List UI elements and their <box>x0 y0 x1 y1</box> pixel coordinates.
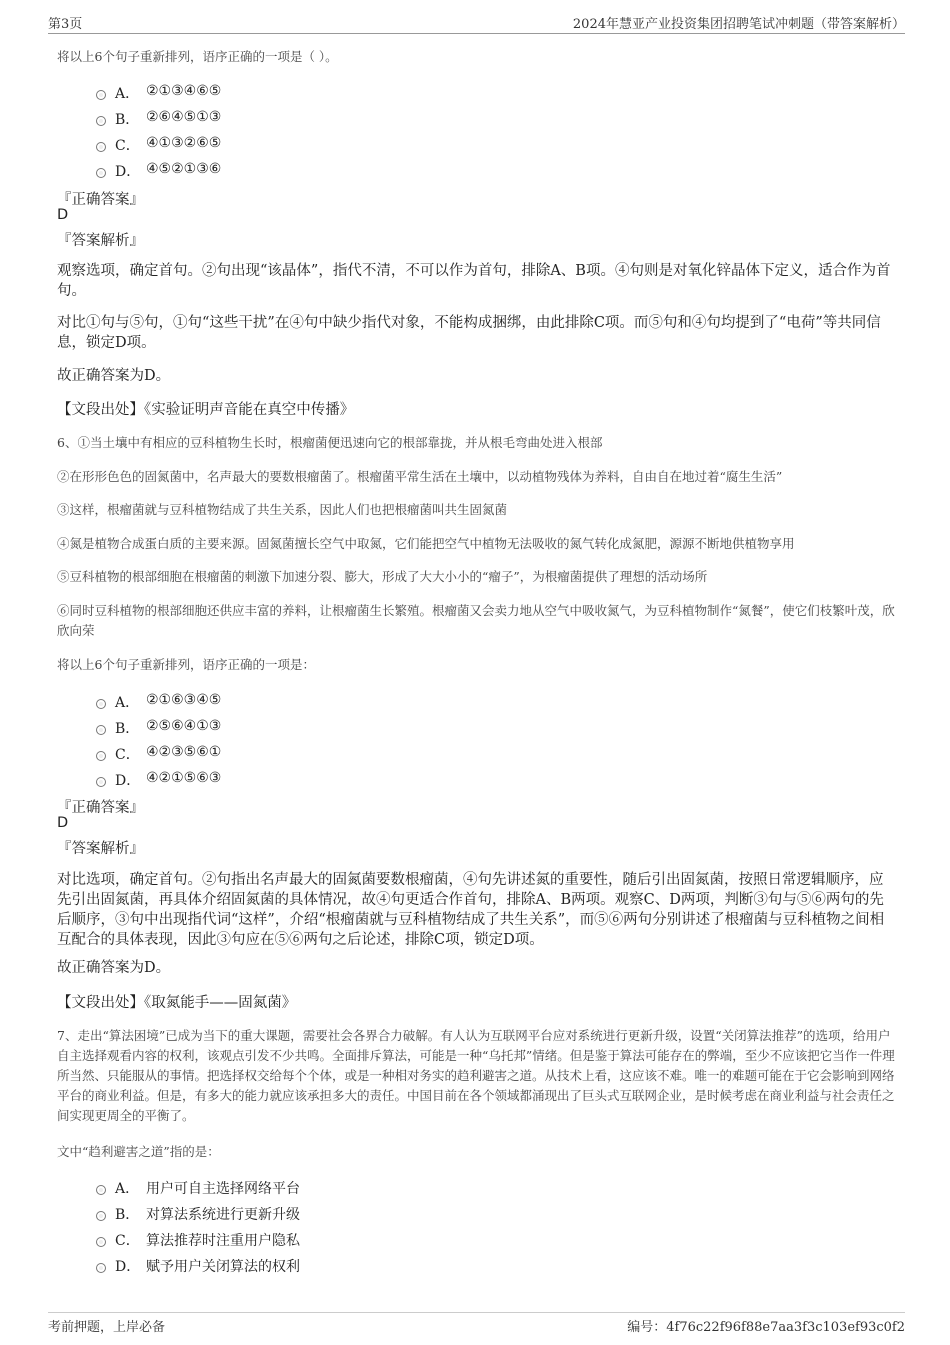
page-footer <box>48 1312 905 1334</box>
radio-icon[interactable] <box>96 168 106 178</box>
q7-stem: 7、走出“算法困境”已成为当下的重大课题，需要社会各界合力破解。有人认为互联网平台应对系统进行更新升级，设置“关闭算法推荐”的选项，给用户自主选择观看内容的权利，该观点引发不少共鸣。全面排斥算法，可能是一种“乌托邦”情绪。但是鉴于算法可能存在的弊端，至少不应该把它当作一件理所当然、只能服从的事情。把选择权交给每个个体，或是一种相对务实的趋利避害之道。从技术上看，这应该不难。唯一的难题可能在于它会影响到网络平台的商业利益。但是，有多大的能力就应该承担多大的责任。中国目前在各个领域都涌现出了巨头式互联网企业，是时候考虑在商业利益与社会责任之间实现更周全的平衡了。 <box>57 1028 895 1123</box>
q6-stem-4: ④氮是植物合成蛋白质的主要来源。固氮菌擅长空气中取氮，它们能把空气中植物无法吸收的氮气转化成氮肥，源源不断地供植物享用 <box>57 536 795 551</box>
page-header <box>48 12 905 34</box>
footer-slogan: 考前押题，上岸必备 <box>48 1320 166 1335</box>
page-number: 第3页 <box>48 17 83 32</box>
radio-icon[interactable] <box>96 699 106 709</box>
q6-answer: D <box>57 815 69 831</box>
q6-analysis-p2: 故正确答案为D。 <box>57 960 171 976</box>
document-id: 编号：4f76c22f96f88e7aa3f3c103ef93c0f2 <box>627 1320 905 1335</box>
radio-icon[interactable] <box>96 1237 106 1247</box>
q7-prompt: 文中“趋利避害之道”指的是： <box>57 1144 220 1159</box>
radio-icon[interactable] <box>96 142 106 152</box>
q5-answer: D <box>57 207 69 223</box>
q5-analysis-p2: 对比①句与⑤句，①句“这些干扰”在④句中缺少指代对象，不能构成捆绑，由此排除C项。而⑤句和④句均提到了“电荷”等共同信息，锁定D项。 <box>57 315 881 351</box>
radio-icon[interactable] <box>96 90 106 100</box>
q6-stem-1: 6、①当土壤中有相应的豆科植物生长时，根瘤菌便迅速向它的根部靠拢，并从根毛弯曲处进入根部 <box>57 435 603 450</box>
radio-icon[interactable] <box>96 116 106 126</box>
q5-analysis-p3: 故正确答案为D。 <box>57 368 171 384</box>
q5-answer-label: 『正确答案』 <box>57 192 144 208</box>
q6-prompt: 将以上6个句子重新排列，语序正确的一项是： <box>57 657 315 672</box>
q6-stem-2: ②在形形色色的固氮菌中，名声最大的要数根瘤菌了。根瘤菌平常生活在土壤中，以动植物残体为养料，自由自在地过着“腐生生活” <box>57 469 783 484</box>
document-title: 2024年慧亚产业投资集团招聘笔试冲刺题（带答案解析） <box>572 17 905 32</box>
q6-analysis-label: 『答案解析』 <box>57 841 144 857</box>
q6-stem-3: ③这样，根瘤菌就与豆科植物结成了共生关系，因此人们也把根瘤菌叫共生固氮菌 <box>57 502 508 517</box>
radio-icon[interactable] <box>96 1263 106 1273</box>
q6-answer-label: 『正确答案』 <box>57 800 144 816</box>
radio-icon[interactable] <box>96 725 106 735</box>
q5-source: 【文段出处】《实验证明声音能在真空中传播》 <box>57 402 355 418</box>
radio-icon[interactable] <box>96 1211 106 1221</box>
q5-analysis-label: 『答案解析』 <box>57 233 144 249</box>
radio-icon[interactable] <box>96 1185 106 1195</box>
q6-stem-6: ⑥同时豆科植物的根部细胞还供应丰富的养料，让根瘤菌生长繁殖。根瘤菌又会卖力地从空气中吸收氮气，为豆科植物制作“氮餐”，使它们枝繁叶茂，欣欣向荣 <box>57 603 895 638</box>
q6-source: 【文段出处】《取氮能手——固氮菌》 <box>57 995 297 1011</box>
q6-stem-5: ⑤豆科植物的根部细胞在根瘤菌的刺激下加速分裂、膨大，形成了大大小小的“瘤子”，为根瘤菌提供了理想的活动场所 <box>57 569 708 584</box>
radio-icon[interactable] <box>96 777 106 787</box>
radio-icon[interactable] <box>96 751 106 761</box>
q5-analysis-p1: 观察选项，确定首句。②句出现“该晶体”，指代不清，不可以作为首句，排除A、B项。④句则是对氧化锌晶体下定义，适合作为首句。 <box>57 263 891 299</box>
q6-analysis-p1: 对比选项，确定首句。②句指出名声最大的固氮菌要数根瘤菌，④句先讲述氮的重要性，随后引出固氮菌，按照日常逻辑顺序，应先引出固氮菌，再具体介绍固氮菌的具体情况，故④句更适合作首句，排除A、B两项。观察C、D两项，判断③句与⑤⑥两句的先后顺序，③句中出现指代词“这样”，介绍“根瘤菌就与豆科植物结成了共生关系”，而⑤⑥两句分别讲述了根瘤菌与豆科植物之间相互配合的具体表现，因此③句应在⑤⑥两句之后论述，排除C项，锁定D项。 <box>57 872 885 948</box>
q5-prompt: 将以上6个句子重新排列，语序正确的一项是（ ）。 <box>57 49 338 64</box>
